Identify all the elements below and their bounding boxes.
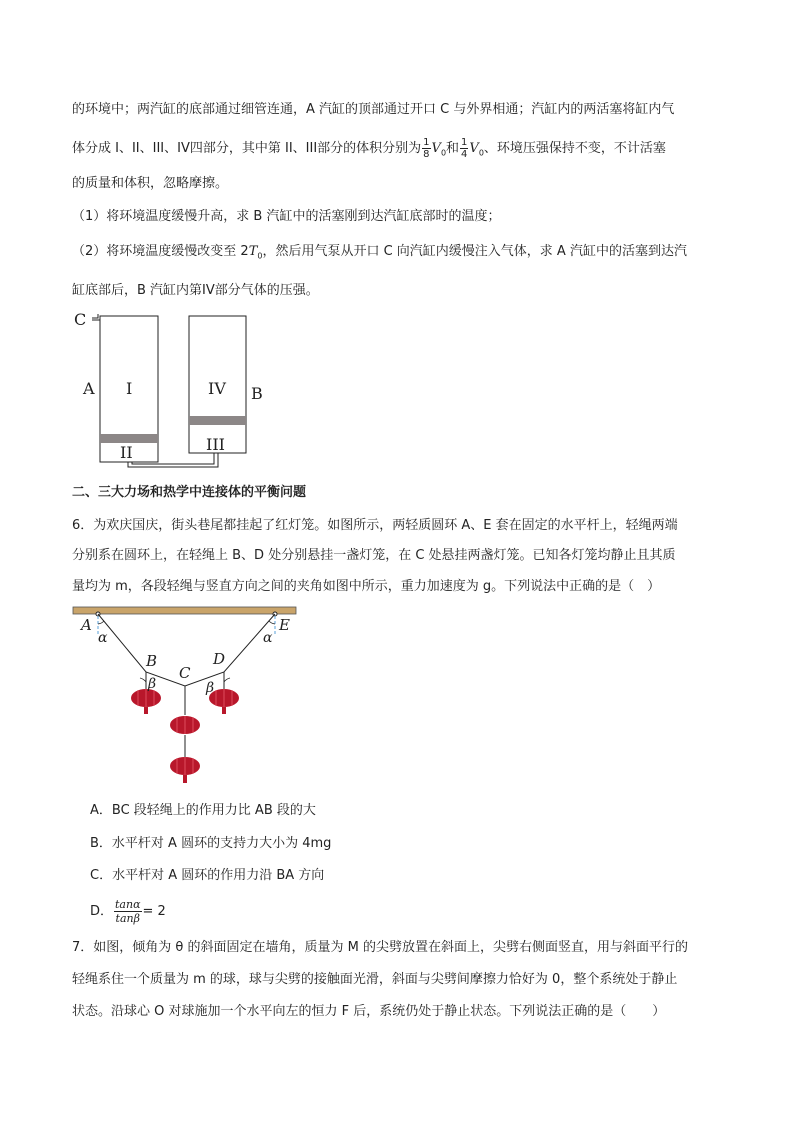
label-a: A: [81, 616, 92, 634]
piston-a: [100, 434, 158, 443]
problem6-line3: 量均为 m，各段轻绳与竖直方向之间的夹角如图中所示，重力加速度为 g。下列说法中正确的是（ ）: [72, 579, 661, 594]
label-d: D: [213, 650, 226, 668]
problem5-question2: （2）将环境温度缓慢改变至 $2T_0$，然后用气泵从开口 C 向汽缸内缓慢注入气体，求 A 汽缸中的活塞到达汽: [72, 244, 687, 261]
problem5-question2-cont: 缸底部后，B 汽缸内第IV部分气体的压强。: [72, 283, 319, 298]
tan-fraction: $\frac{\tan\alpha}{\tan\beta}$: [115, 898, 141, 925]
piston-b: [189, 416, 246, 425]
option-d[interactable]: D． $\frac{\tan\alpha}{\tan\beta}$ = 2: [90, 898, 166, 925]
problem6-line1: 6．为欢庆国庆，街头巷尾都挂起了红灯笼。如图所示，两轻质圆环 A、E 套在固定的水平杆上，轻绳两端: [72, 518, 678, 533]
option-c[interactable]: C．水平杆对 A 圆环的作用力沿 BA 方向: [90, 868, 325, 883]
alpha-right: α: [263, 630, 273, 646]
label-c: C: [179, 664, 191, 682]
fraction-one-eighth: $\frac{1}{8}$: [423, 137, 430, 160]
problem5-question1: （1）将环境温度缓慢升高，求 B 汽缸中的活塞刚到达汽缸底部时的温度；: [72, 209, 501, 224]
label-a: A: [83, 379, 95, 398]
problem7-line1: 7．如图，倾角为 θ 的斜面固定在墙角，质量为 M 的尖劈放置在斜面上，尖劈右侧面竖直，用与斜面平行的: [72, 940, 688, 955]
label-c: C: [74, 310, 87, 329]
fraction-one-quarter: $\frac{1}{4}$: [461, 137, 468, 160]
problem5-line2: 体分成 I、II、III、IV四部分，其中第 II、III部分的体积分别为 $\frac{1}{8}$ $V_0$和 $\frac{1}{4}$ $V_0$、环境压强保持不变，不计活塞: [72, 137, 666, 160]
problem5-line3: 的质量和体积，忽略摩擦。: [72, 176, 229, 191]
problem7-line3: 状态。沿球心 O 对球施加一个水平向左的恒力 F 后，系统仍处于静止状态。下列说法正确的是（ ）: [72, 1004, 666, 1019]
problem5-line2-b: 、环境压强保持不变，不计活塞: [483, 141, 666, 156]
lantern-b: [131, 689, 161, 714]
label-iii: III: [206, 435, 225, 454]
label-ii: II: [120, 443, 133, 462]
horizontal-rod: [73, 607, 296, 614]
label-b: B: [251, 384, 263, 403]
problem5-line2-a: 体分成 I、II、III、IV四部分，其中第 II、III部分的体积分别为: [72, 141, 422, 156]
option-b[interactable]: B．水平杆对 A 圆环的支持力大小为 4mg: [90, 836, 332, 851]
lantern-c-lower: [170, 757, 200, 783]
beta-right: β: [206, 680, 215, 696]
problem6-line2: 分别系在圆环上，在轻绳上 B、D 处分别悬挂一盏灯笼，在 C 处悬挂两盏灯笼。已知各灯笼均静止且其质: [72, 548, 676, 563]
label-e: E: [279, 616, 290, 634]
beta-left: β: [148, 676, 157, 692]
section-title: 二、三大力场和热学中连接体的平衡问题: [72, 485, 307, 500]
label-iv: IV: [208, 379, 226, 398]
problem7-line2: 轻绳系住一个质量为 m 的球，球与尖劈的接触面光滑，斜面与尖劈间摩擦力恰好为 0，整个系统处于静止: [72, 972, 678, 987]
lantern-figure: [70, 600, 305, 790]
alpha-left: α: [98, 630, 108, 646]
problem5-line1: 的环境中；两汽缸的底部通过细管连通，A 汽缸的顶部通过开口 C 与外界相通；汽缸内的两活塞将缸内气: [72, 102, 675, 117]
lantern-c-upper: [170, 716, 200, 734]
option-a[interactable]: A．BC 段轻绳上的作用力比 AB 段的大: [90, 803, 316, 818]
label-b: B: [146, 652, 158, 670]
cylinder-figure: [70, 308, 270, 468]
label-i: I: [126, 379, 133, 398]
